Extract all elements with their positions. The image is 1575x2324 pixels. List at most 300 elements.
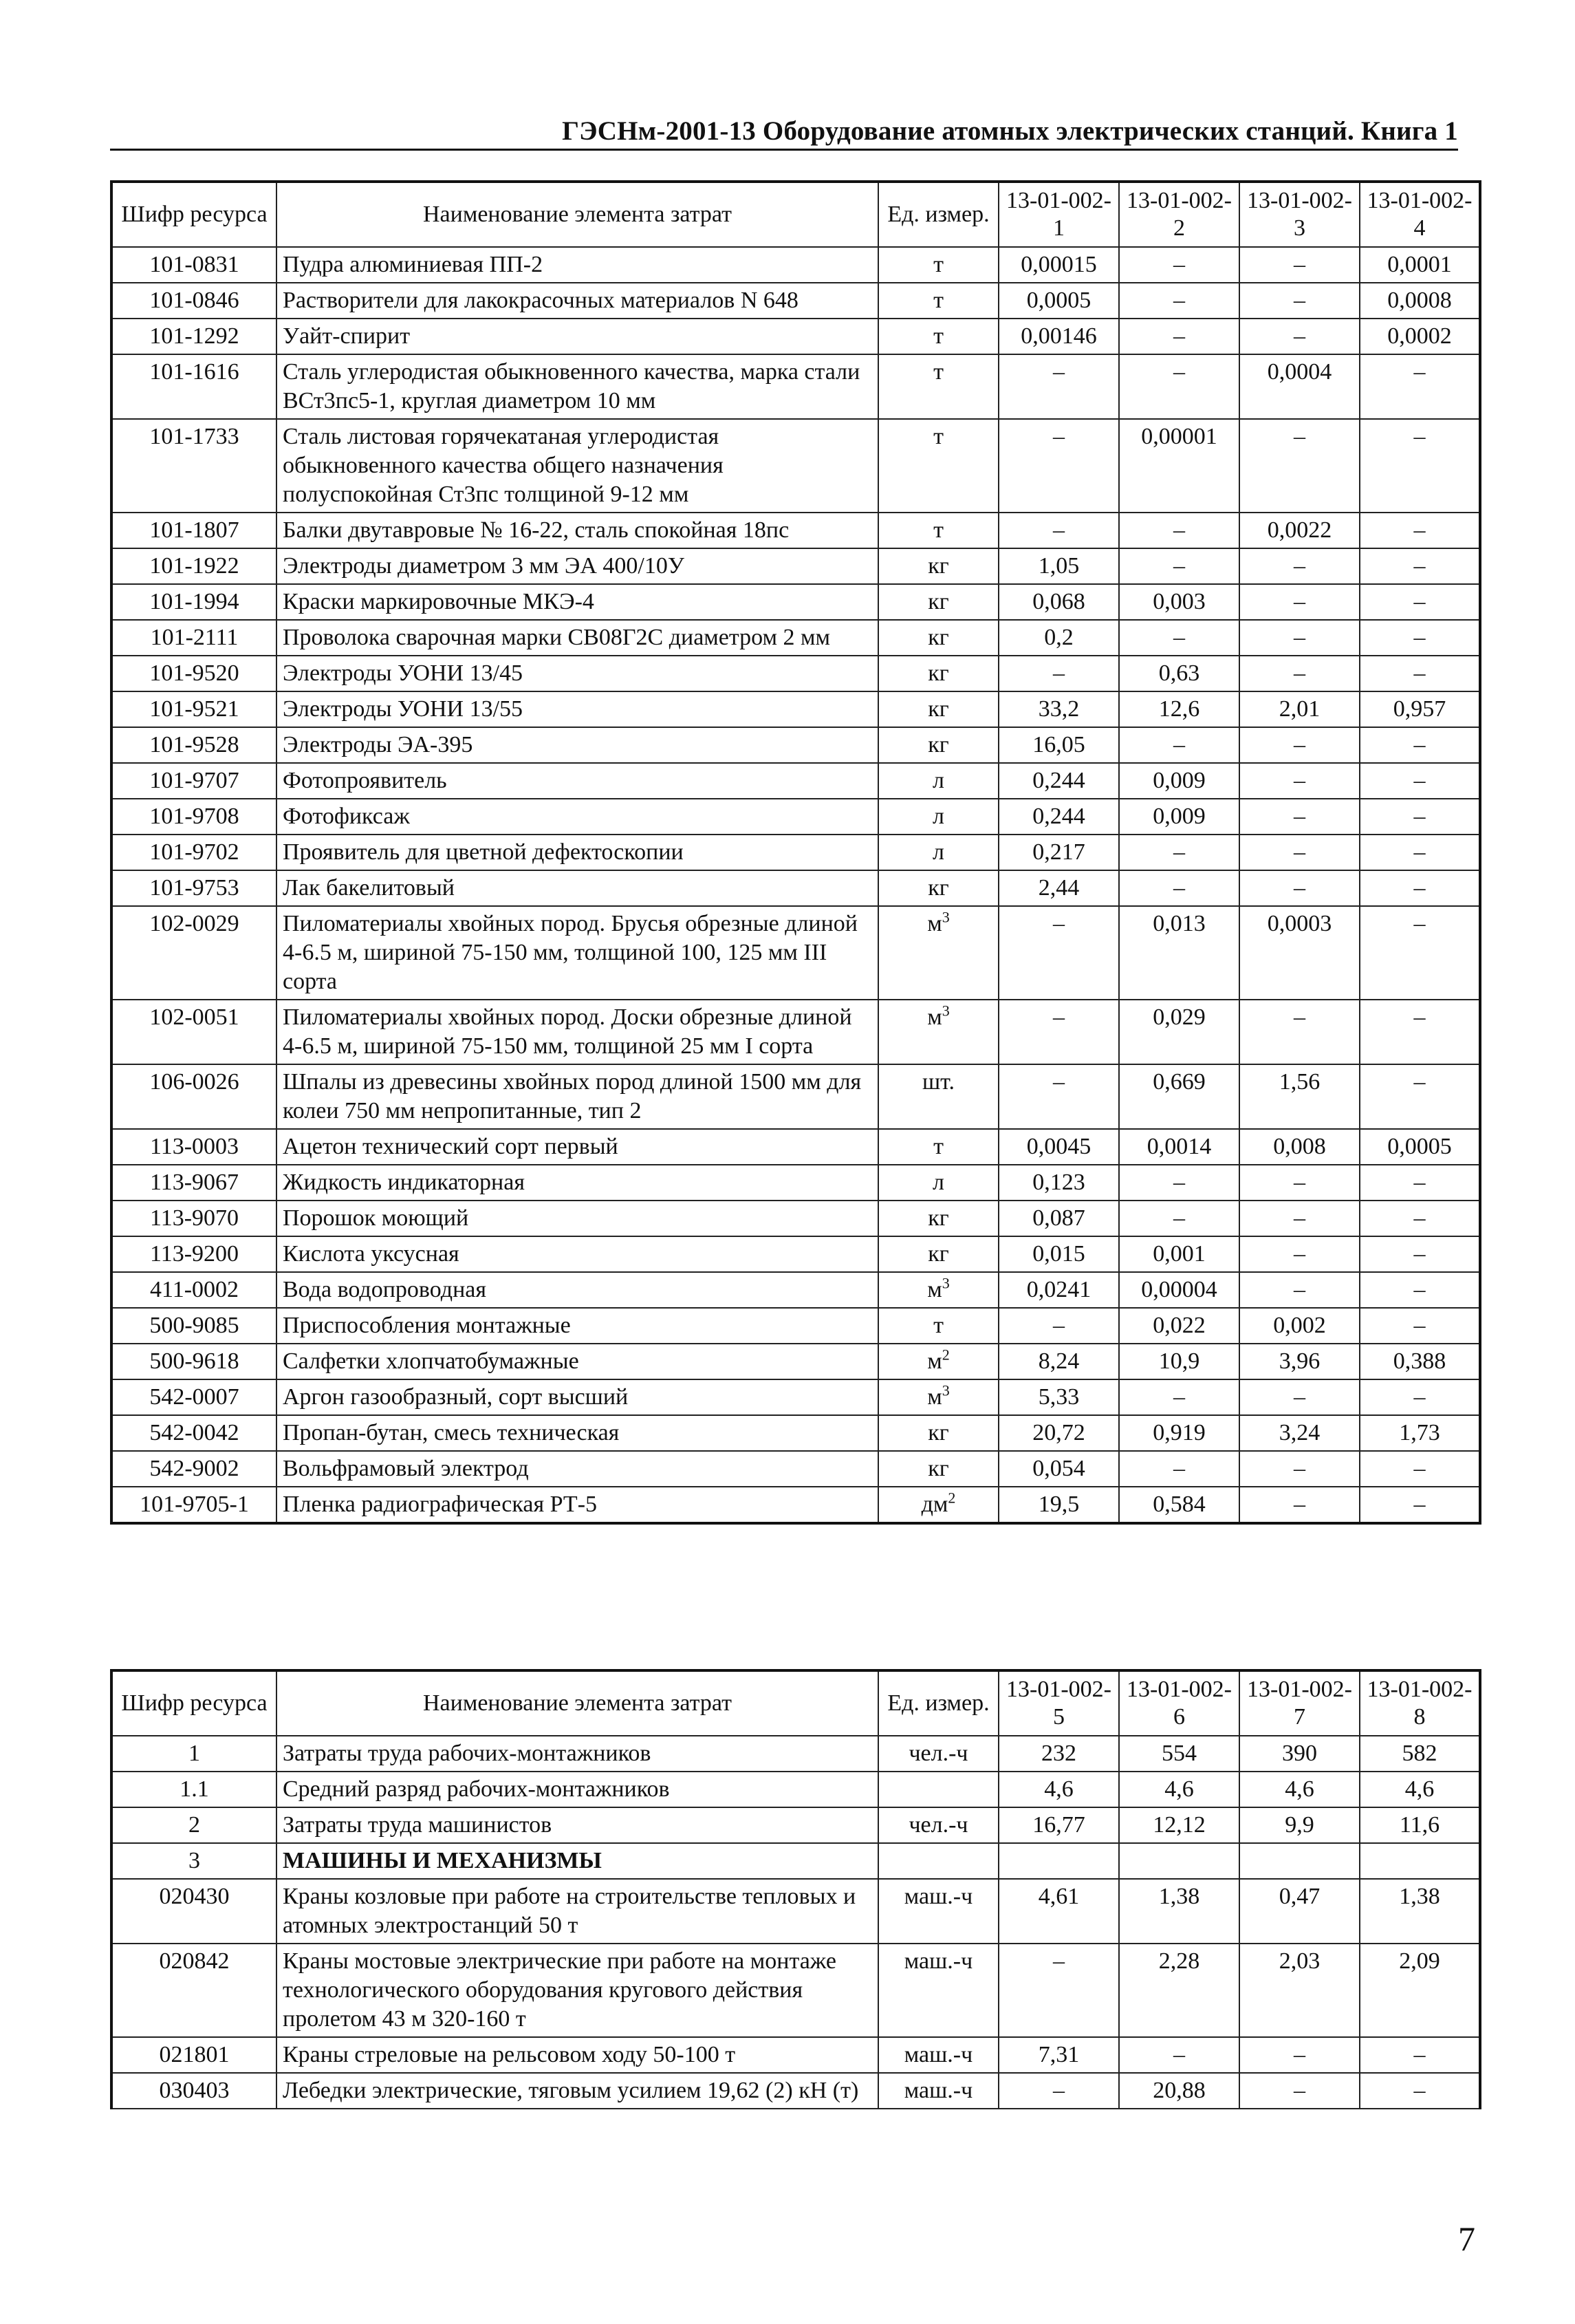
cell-value: 0,054 (999, 1451, 1119, 1487)
table-row (111, 1308, 1480, 1344)
resources-table-2 (110, 1669, 1481, 2109)
cell-value: 0,00001 (1119, 419, 1239, 513)
cell-name: Пиломатериалы хвойных пород. Брусья обрезные длиной 4-6.5 м, шириной 75-150 мм, толщиной 100, 125 мм III сорта (276, 906, 878, 1000)
cell-unit: $м^3$ (878, 1272, 999, 1308)
cell-value: 0,957 (1360, 691, 1480, 727)
cell-value: 2,03 (1239, 1944, 1360, 2037)
cell-name: Лак бакелитовый (276, 870, 878, 906)
cell-name: Краски маркировочные МКЭ-4 (276, 584, 878, 620)
cell-value: 0,584 (1119, 1487, 1239, 1523)
cell-code: 3 (111, 1843, 276, 1879)
cell-value: 3,24 (1239, 1415, 1360, 1451)
cell-value: – (1239, 799, 1360, 835)
cell-value: – (1119, 2037, 1239, 2073)
cell-unit: кг (878, 1236, 999, 1272)
cell-value: 1,38 (1360, 1879, 1480, 1944)
cell-value: – (1239, 727, 1360, 763)
cell-value: – (1119, 354, 1239, 419)
cell-name: Средний разряд рабочих-монтажников (276, 1772, 878, 1807)
cell-code: 106-0026 (111, 1064, 276, 1129)
cell-unit: кг (878, 548, 999, 584)
cell-value: – (1239, 1451, 1360, 1487)
cell-value: 0,013 (1119, 906, 1239, 1000)
cell-name: Аргон газообразный, сорт высший (276, 1379, 878, 1415)
cell-unit: л (878, 799, 999, 835)
cell-value: – (1360, 548, 1480, 584)
cell-code: 113-9070 (111, 1201, 276, 1236)
cell-value: 0,022 (1119, 1308, 1239, 1344)
cell-unit: $м^3$ (878, 1379, 999, 1415)
page-header (110, 116, 1458, 151)
cell-value: – (999, 1000, 1119, 1064)
cell-value: – (1239, 1236, 1360, 1272)
col-header-norm: 13-01-002-5 (999, 1670, 1119, 1736)
cell-value: 4,6 (1119, 1772, 1239, 1807)
cell-unit: т (878, 247, 999, 283)
cell-name: Краны мостовые электрические при работе на монтаже технологического оборудования кругового действия пролетом 43 м 320-160 т (276, 1944, 878, 2037)
cell-value: – (1119, 1451, 1239, 1487)
cell-value: 20,72 (999, 1415, 1119, 1451)
cell-value: – (999, 1308, 1119, 1344)
cell-value: – (1360, 620, 1480, 656)
table-row (111, 1487, 1480, 1523)
cell-code: 2 (111, 1807, 276, 1843)
cell-value: – (1360, 1308, 1480, 1344)
cell-value: 2,09 (1360, 1944, 1480, 2037)
table-row (111, 906, 1480, 1000)
document-title: ГЭСНм-2001-13 Оборудование атомных электрических станций. Книга 1 (562, 116, 1458, 146)
cell-code: 113-0003 (111, 1129, 276, 1165)
cell-value: 2,28 (1119, 1944, 1239, 2037)
cell-code: 101-2111 (111, 620, 276, 656)
cell-value: – (1360, 727, 1480, 763)
cell-name: Жидкость индикаторная (276, 1165, 878, 1201)
cell-value: 0,0008 (1360, 283, 1480, 319)
cell-value: – (1239, 1379, 1360, 1415)
cell-value: 0,669 (1119, 1064, 1239, 1129)
cell-value: 0,087 (999, 1201, 1119, 1236)
cell-code: 030403 (111, 2073, 276, 2109)
cell-name: Краны стреловые на рельсовом ходу 50-100 т (276, 2037, 878, 2073)
table-row (111, 247, 1480, 283)
cell-name: Растворители для лакокрасочных материалов N 648 (276, 283, 878, 319)
table-row (111, 1944, 1480, 2037)
cell-unit: $м^2$ (878, 1344, 999, 1379)
cell-value: 16,77 (999, 1807, 1119, 1843)
cell-value: – (1360, 419, 1480, 513)
cell-value: – (1239, 548, 1360, 584)
cell-unit: кг (878, 1451, 999, 1487)
cell-value: 0,0022 (1239, 513, 1360, 548)
cell-name: Затраты труда машинистов (276, 1807, 878, 1843)
col-header-norm: 13-01-002-8 (1360, 1670, 1480, 1736)
cell-unit: л (878, 835, 999, 870)
col-header-unit: Ед. измер. (878, 182, 999, 247)
table-row (111, 763, 1480, 799)
cell-value: 0,0241 (999, 1272, 1119, 1308)
cell-value: 2,01 (1239, 691, 1360, 727)
cell-value: – (1239, 584, 1360, 620)
cell-value: – (1360, 1451, 1480, 1487)
col-header-code: Шифр ресурса (111, 182, 276, 247)
cell-value: – (1360, 1379, 1480, 1415)
cell-name: Проявитель для цветной дефектоскопии (276, 835, 878, 870)
cell-unit: маш.-ч (878, 2073, 999, 2109)
cell-value: – (999, 906, 1119, 1000)
cell-name: Лебедки электрические, тяговым усилием 19,62 (2) кН (т) (276, 2073, 878, 2109)
cell-code: 500-9085 (111, 1308, 276, 1344)
cell-value: – (1360, 906, 1480, 1000)
cell-value (1360, 1843, 1480, 1879)
cell-unit: кг (878, 727, 999, 763)
cell-code: 101-1292 (111, 319, 276, 354)
cell-value: – (999, 419, 1119, 513)
col-header-unit: Ед. измер. (878, 1670, 999, 1736)
cell-unit: л (878, 1165, 999, 1201)
cell-value: – (1119, 870, 1239, 906)
cell-value: 0,123 (999, 1165, 1119, 1201)
cell-unit: т (878, 1129, 999, 1165)
cell-code: 101-9528 (111, 727, 276, 763)
cell-value: – (1360, 354, 1480, 419)
cell-unit: кг (878, 691, 999, 727)
cell-code: 101-9708 (111, 799, 276, 835)
cell-value: – (1119, 835, 1239, 870)
cell-code: 101-0846 (111, 283, 276, 319)
cell-value: – (999, 1064, 1119, 1129)
table-row (111, 1379, 1480, 1415)
table-row (111, 870, 1480, 906)
cell-value: 390 (1239, 1736, 1360, 1772)
cell-value: – (1239, 763, 1360, 799)
cell-code: 020430 (111, 1879, 276, 1944)
cell-value: 2,44 (999, 870, 1119, 906)
cell-value: – (999, 2073, 1119, 2109)
cell-value: – (1239, 1487, 1360, 1523)
cell-value: 5,33 (999, 1379, 1119, 1415)
table-row (111, 1201, 1480, 1236)
cell-code: 101-9705-1 (111, 1487, 276, 1523)
col-header-norm: 13-01-002-4 (1360, 182, 1480, 247)
cell-name: Затраты труда рабочих-монтажников (276, 1736, 878, 1772)
table-row (111, 1000, 1480, 1064)
cell-value: – (1239, 2073, 1360, 2109)
cell-value: 0,0005 (999, 283, 1119, 319)
cell-value: 0,015 (999, 1236, 1119, 1272)
table-row (111, 1129, 1480, 1165)
cell-value: 0,0003 (1239, 906, 1360, 1000)
cell-value: 0,002 (1239, 1308, 1360, 1344)
cell-value: – (1239, 319, 1360, 354)
cell-value: 0,0001 (1360, 247, 1480, 283)
cell-unit: кг (878, 1201, 999, 1236)
cell-unit: т (878, 1308, 999, 1344)
cell-code: 500-9618 (111, 1344, 276, 1379)
cell-value: – (1119, 1379, 1239, 1415)
cell-code: 542-0007 (111, 1379, 276, 1415)
cell-value: 9,9 (1239, 1807, 1360, 1843)
cell-code: 101-9702 (111, 835, 276, 870)
cell-code: 113-9067 (111, 1165, 276, 1201)
table-row (111, 1736, 1480, 1772)
table-row (111, 513, 1480, 548)
cell-value: 0,029 (1119, 1000, 1239, 1064)
cell-code: 1 (111, 1736, 276, 1772)
page-number: 7 (1458, 2219, 1475, 2258)
cell-value (1239, 1843, 1360, 1879)
cell-value (1119, 1843, 1239, 1879)
cell-code: 542-0042 (111, 1415, 276, 1451)
col-header-code: Шифр ресурса (111, 1670, 276, 1736)
table-row (111, 656, 1480, 691)
cell-code: 101-0831 (111, 247, 276, 283)
cell-unit: чел.-ч (878, 1736, 999, 1772)
cell-value: 12,6 (1119, 691, 1239, 727)
cell-value: – (1119, 283, 1239, 319)
cell-value: – (1360, 2073, 1480, 2109)
cell-value: 1,38 (1119, 1879, 1239, 1944)
table-row (111, 1165, 1480, 1201)
cell-value: 0,00004 (1119, 1272, 1239, 1308)
cell-value: 0,217 (999, 835, 1119, 870)
table-row (111, 2073, 1480, 2109)
table-row (111, 1807, 1480, 1843)
cell-unit (878, 1843, 999, 1879)
cell-value: 12,12 (1119, 1807, 1239, 1843)
cell-value: 0,003 (1119, 584, 1239, 620)
table-row (111, 2037, 1480, 2073)
cell-value: 0,008 (1239, 1129, 1360, 1165)
cell-name: Пленка радиографическая РТ-5 (276, 1487, 878, 1523)
cell-value: 4,61 (999, 1879, 1119, 1944)
cell-value: – (1360, 1487, 1480, 1523)
col-header-name: Наименование элемента затрат (276, 1670, 878, 1736)
table-row (111, 1843, 1480, 1879)
cell-value: 19,5 (999, 1487, 1119, 1523)
cell-unit: кг (878, 584, 999, 620)
cell-value: – (1360, 1201, 1480, 1236)
col-header-norm: 13-01-002-1 (999, 182, 1119, 247)
table-row (111, 620, 1480, 656)
table-row (111, 1064, 1480, 1129)
cell-value: – (1239, 2037, 1360, 2073)
cell-value: 20,88 (1119, 2073, 1239, 2109)
cell-name: Порошок моющий (276, 1201, 878, 1236)
cell-name: Краны козловые при работе на строительстве тепловых и атомных электростанций 50 т (276, 1879, 878, 1944)
cell-unit: $м^3$ (878, 1000, 999, 1064)
cell-value: – (1119, 1201, 1239, 1236)
col-header-name: Наименование элемента затрат (276, 182, 878, 247)
cell-value: 1,56 (1239, 1064, 1360, 1129)
cell-value: – (1239, 247, 1360, 283)
cell-name: Вольфрамовый электрод (276, 1451, 878, 1487)
cell-value: 582 (1360, 1736, 1480, 1772)
cell-value: 0,0004 (1239, 354, 1360, 419)
cell-value: 0,2 (999, 620, 1119, 656)
cell-name: Вода водопроводная (276, 1272, 878, 1308)
cell-value: – (1360, 1000, 1480, 1064)
cell-name: Сталь листовая горячекатаная углеродистая обыкновенного качества общего назначения полуспокойная Ст3пс толщиной 9-12 мм (276, 419, 878, 513)
table-row (111, 584, 1480, 620)
cell-code: 542-9002 (111, 1451, 276, 1487)
col-header-norm: 13-01-002-7 (1239, 1670, 1360, 1736)
cell-value: 0,919 (1119, 1415, 1239, 1451)
cell-code: 101-9753 (111, 870, 276, 906)
table-row (111, 835, 1480, 870)
cell-value: 16,05 (999, 727, 1119, 763)
cell-value: – (1360, 656, 1480, 691)
cell-value (999, 1843, 1119, 1879)
cell-code: 101-1922 (111, 548, 276, 584)
cell-value: 4,6 (999, 1772, 1119, 1807)
table-row (111, 1344, 1480, 1379)
cell-value: 33,2 (999, 691, 1119, 727)
table-row (111, 1879, 1480, 1944)
cell-name: Фотопроявитель (276, 763, 878, 799)
cell-value: – (1239, 620, 1360, 656)
cell-value: – (1239, 1000, 1360, 1064)
cell-value: 4,6 (1360, 1772, 1480, 1807)
table-row (111, 1415, 1480, 1451)
cell-value: 0,068 (999, 584, 1119, 620)
cell-name: Пропан-бутан, смесь техническая (276, 1415, 878, 1451)
table-row (111, 1451, 1480, 1487)
cell-name: Электроды диаметром 3 мм ЭА 400/10У (276, 548, 878, 584)
cell-value: – (999, 656, 1119, 691)
cell-value: 0,47 (1239, 1879, 1360, 1944)
cell-value: – (1360, 1272, 1480, 1308)
table-row (111, 419, 1480, 513)
cell-value: 8,24 (999, 1344, 1119, 1379)
cell-unit: т (878, 419, 999, 513)
table-row (111, 1272, 1480, 1308)
cell-value: 0,001 (1119, 1236, 1239, 1272)
cell-value: 1,05 (999, 548, 1119, 584)
table-row (111, 799, 1480, 835)
cell-value: – (1360, 1236, 1480, 1272)
cell-code: 101-9521 (111, 691, 276, 727)
cell-unit: кг (878, 870, 999, 906)
cell-value: 0,63 (1119, 656, 1239, 691)
cell-value: – (1119, 319, 1239, 354)
cell-name: Фотофиксаж (276, 799, 878, 835)
cell-value: 0,0014 (1119, 1129, 1239, 1165)
table-row (111, 691, 1480, 727)
table-row (111, 1772, 1480, 1807)
cell-value: – (1360, 513, 1480, 548)
cell-code: 113-9200 (111, 1236, 276, 1272)
cell-name: Салфетки хлопчатобумажные (276, 1344, 878, 1379)
cell-unit: чел.-ч (878, 1807, 999, 1843)
cell-name: МАШИНЫ И МЕХАНИЗМЫ (276, 1843, 878, 1879)
cell-unit: маш.-ч (878, 1944, 999, 2037)
cell-value: – (1360, 1064, 1480, 1129)
cell-value: – (999, 1944, 1119, 2037)
cell-name: Электроды УОНИ 13/45 (276, 656, 878, 691)
cell-value: – (1119, 513, 1239, 548)
cell-value: – (1360, 763, 1480, 799)
table-header-row (111, 182, 1480, 247)
cell-value: – (1119, 247, 1239, 283)
cell-value: – (1239, 1272, 1360, 1308)
resources-table-1 (110, 180, 1481, 1525)
table-row (111, 1236, 1480, 1272)
cell-value: 0,388 (1360, 1344, 1480, 1379)
table-row (111, 727, 1480, 763)
cell-value: 1,73 (1360, 1415, 1480, 1451)
cell-value: – (1239, 419, 1360, 513)
cell-code: 101-9520 (111, 656, 276, 691)
cell-name: Уайт-спирит (276, 319, 878, 354)
cell-name: Приспособления монтажные (276, 1308, 878, 1344)
cell-value: – (1239, 1165, 1360, 1201)
cell-value: – (999, 354, 1119, 419)
table-row (111, 354, 1480, 419)
table-header-row (111, 1670, 1480, 1736)
cell-value: 0,0002 (1360, 319, 1480, 354)
cell-name: Кислота уксусная (276, 1236, 878, 1272)
cell-code: 411-0002 (111, 1272, 276, 1308)
cell-unit: т (878, 354, 999, 419)
cell-name: Проволока сварочная марки СВ08Г2С диаметром 2 мм (276, 620, 878, 656)
cell-value: 4,6 (1239, 1772, 1360, 1807)
cell-unit: кг (878, 620, 999, 656)
cell-value: – (1119, 548, 1239, 584)
cell-code: 021801 (111, 2037, 276, 2073)
col-header-norm: 13-01-002-3 (1239, 182, 1360, 247)
cell-value: – (1360, 835, 1480, 870)
cell-value: – (1360, 1165, 1480, 1201)
cell-value: 10,9 (1119, 1344, 1239, 1379)
cell-value: 0,244 (999, 763, 1119, 799)
cell-code: 102-0051 (111, 1000, 276, 1064)
col-header-norm: 13-01-002-2 (1119, 182, 1239, 247)
cell-unit (878, 1772, 999, 1807)
cell-name: Балки двутавровые № 16-22, сталь спокойная 18пс (276, 513, 878, 548)
cell-unit: т (878, 283, 999, 319)
cell-value: – (1119, 727, 1239, 763)
cell-name: Электроды УОНИ 13/55 (276, 691, 878, 727)
cell-code: 101-1994 (111, 584, 276, 620)
table-row (111, 319, 1480, 354)
cell-unit: т (878, 513, 999, 548)
cell-code: 101-1807 (111, 513, 276, 548)
cell-unit: л (878, 763, 999, 799)
cell-value: – (1360, 799, 1480, 835)
cell-code: 1.1 (111, 1772, 276, 1807)
cell-value: 0,0045 (999, 1129, 1119, 1165)
cell-unit: кг (878, 656, 999, 691)
cell-value: – (1119, 620, 1239, 656)
cell-value: – (1239, 1201, 1360, 1236)
cell-value: 232 (999, 1736, 1119, 1772)
cell-value: 554 (1119, 1736, 1239, 1772)
cell-value: – (1360, 584, 1480, 620)
cell-code: 101-1616 (111, 354, 276, 419)
cell-value: 3,96 (1239, 1344, 1360, 1379)
cell-value: – (1239, 870, 1360, 906)
cell-code: 101-9707 (111, 763, 276, 799)
cell-unit: маш.-ч (878, 2037, 999, 2073)
cell-value: – (999, 513, 1119, 548)
cell-code: 101-1733 (111, 419, 276, 513)
cell-value: – (1239, 835, 1360, 870)
cell-value: 0,244 (999, 799, 1119, 835)
cell-value: – (1360, 2037, 1480, 2073)
cell-value: – (1239, 283, 1360, 319)
cell-code: 020842 (111, 1944, 276, 2037)
cell-value: 0,009 (1119, 763, 1239, 799)
